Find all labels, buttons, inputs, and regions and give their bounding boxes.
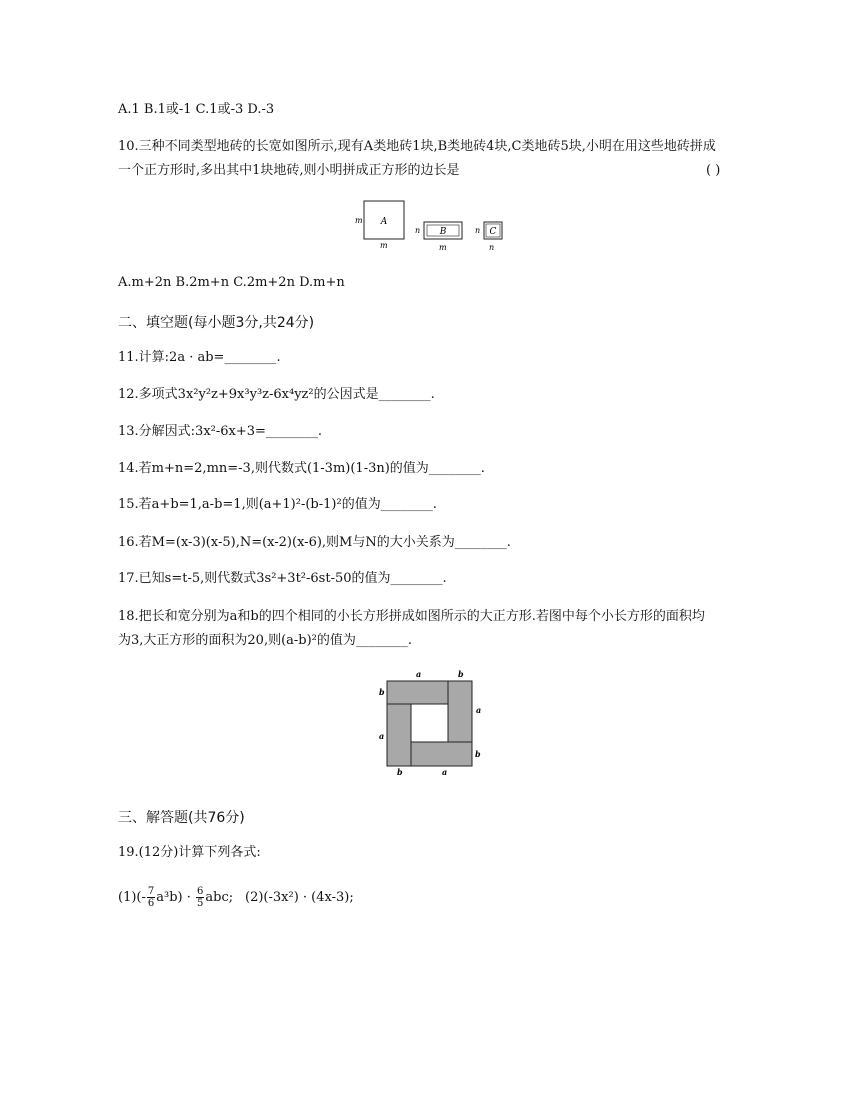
tile-a-bottom-label: m [380, 241, 388, 250]
q19-fraction-1 [147, 886, 155, 909]
q18-line1: 18.把长和宽分别为a和b的四个相同的小长方形拼成如图所示的大正方形.若图中每个小长方形的面积均 [118, 609, 705, 624]
label-bottom-a: a [442, 767, 448, 777]
q18-square-figure [372, 668, 492, 780]
tile-c-side-label: n [475, 226, 481, 235]
label-top-b: b [458, 669, 464, 679]
section-3-heading: 三、解答题(共76分) [118, 810, 245, 826]
q19-part1-prefix: (1)(- [118, 890, 146, 905]
q17: 17.已知s=t-5,则代数式3s²+3t²-6st-50的值为________. [118, 571, 447, 586]
tile-b-side-label: n [415, 226, 421, 235]
q9-options: A.1 B.1或-1 C.1或-3 D.-3 [118, 102, 275, 117]
q19-part1-suffix: abc; [205, 890, 234, 905]
frac2-num: 6 [197, 886, 204, 897]
frac2-den: 5 [197, 898, 204, 909]
q10-line1: 10.三种不同类型地砖的长宽如图所示,现有A类地砖1块,B类地砖4块,C类地砖5块,小明在用这些地砖拼成 [118, 139, 716, 154]
q10-options: A.m+2n B.2m+n C.2m+2n D.m+n [118, 275, 345, 290]
frac1-num: 7 [147, 886, 155, 897]
q19-part1-mid: a³b) · [156, 890, 196, 905]
rect-top [387, 681, 448, 704]
section-2-heading: 二、填空题(每小题3分,共24分) [118, 315, 315, 331]
q14: 14.若m+n=2,mn=-3,则代数式(1-3m)(1-3n)的值为________. [118, 461, 485, 476]
q19-title: 19.(12分)计算下列各式: [118, 845, 261, 860]
label-right-b: b [475, 749, 481, 759]
q12: 12.多项式3x²y²z+9x³y³z-6x⁴yz²的公因式是________. [118, 387, 435, 402]
tile-b-label: B [439, 227, 447, 237]
q18-line2: 为3,大正方形的面积为20,则(a-b)²的值为________. [118, 633, 413, 648]
rect-right [448, 681, 472, 742]
tile-b-bottom-label: m [439, 243, 447, 252]
q15: 15.若a+b=1,a-b=1,则(a+1)²-(b-1)²的值为________. [118, 497, 437, 512]
tile-a-side-label: m [355, 216, 363, 225]
q10-answer-paren: ( ) [706, 163, 721, 178]
tile-a-label: A [380, 217, 388, 227]
q19-fraction-2 [196, 886, 204, 909]
q16: 16.若M=(x-3)(x-5),N=(x-2)(x-6),则M与N的大小关系为________. [118, 535, 511, 550]
q19-part1 [118, 884, 233, 912]
rect-bottom [411, 742, 472, 766]
label-top-a: a [416, 669, 422, 679]
q19-part2: (2)(-3x²) · (4x-3); [245, 890, 354, 905]
inner-square [411, 704, 448, 742]
q10-tile-figure [350, 196, 510, 254]
frac1-den: 6 [147, 898, 155, 909]
q13: 13.分解因式:3x²-6x+3=________. [118, 424, 323, 439]
q11: 11.计算:2a · ab=________. [118, 350, 281, 365]
label-bottom-b: b [397, 767, 403, 777]
tile-c-bottom-label: n [489, 243, 495, 252]
q10-line2: 一个正方形时,多出其中1块地砖,则小明拼成正方形的边长是 [118, 163, 460, 178]
tile-c-label: C [489, 227, 497, 237]
rect-left [387, 704, 411, 766]
label-right-a: a [476, 705, 482, 715]
label-left-a: a [379, 731, 385, 741]
label-left-b: b [379, 687, 385, 697]
